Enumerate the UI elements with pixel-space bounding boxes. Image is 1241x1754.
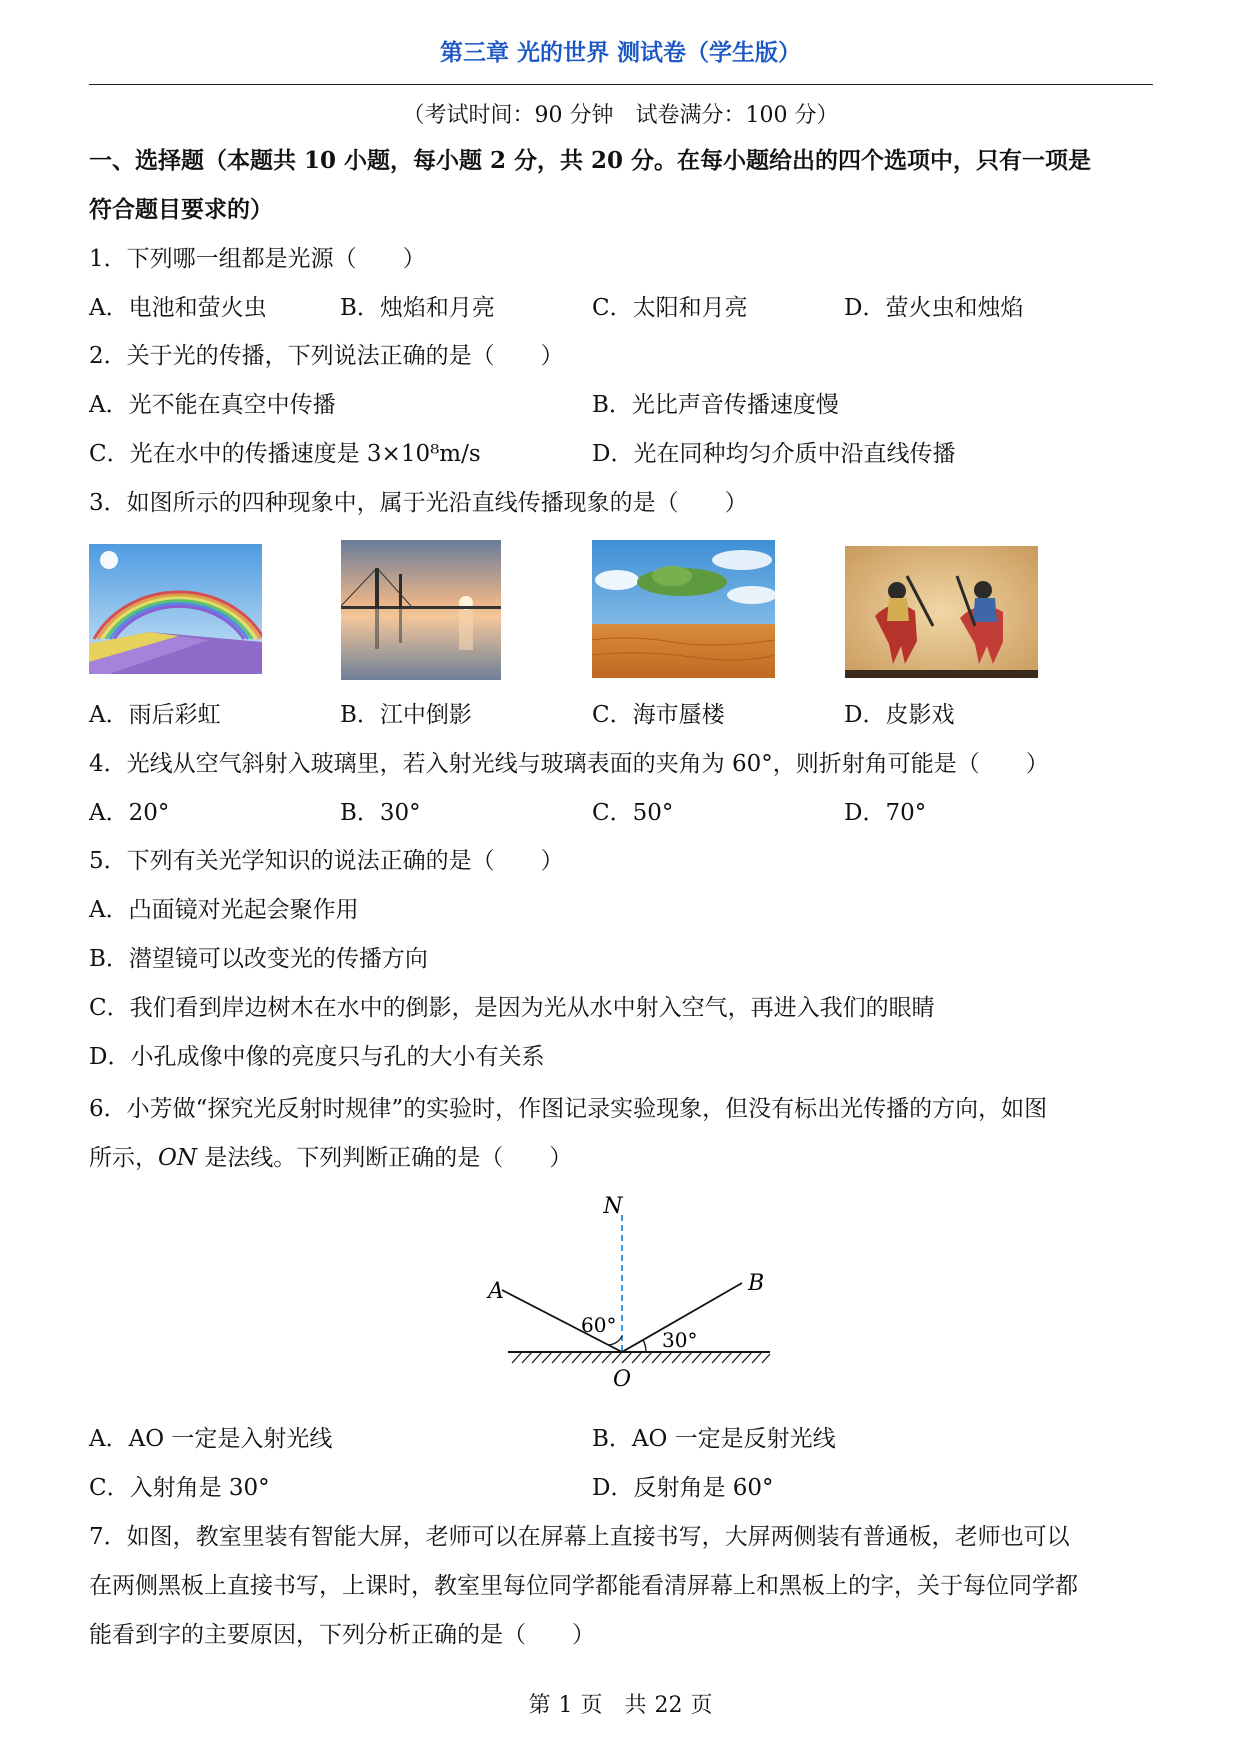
question-1-option-b: B．烛焰和月亮 — [340, 295, 495, 321]
question-5-option-a: A．凸面镜对光起会聚作用 — [89, 897, 359, 923]
footer-middle: 页 共 — [580, 1693, 647, 1718]
mirror-hatching — [512, 1352, 770, 1363]
document-title: 第三章 光的世界 测试卷（学生版） — [439, 40, 801, 66]
normal-label-on: ON — [158, 1145, 197, 1171]
question-2-option-d: D．光在同种均匀介质中沿直线传播 — [592, 441, 956, 467]
question-4-option-a: A．20° — [89, 800, 170, 826]
question-6-stem-line1: 6．小芳做“探究光反射时规律”的实验时，作图记录实验现象，但没有标出光传播的方向，如图 — [89, 1096, 1048, 1122]
page-footer — [0, 1688, 1241, 1719]
question-6-option-a: A．AO 一定是入射光线 — [89, 1426, 333, 1452]
page-number: 1 — [558, 1693, 573, 1718]
question-3-option-b: B．江中倒影 — [340, 702, 472, 728]
angle-label-60: 60° — [581, 1313, 617, 1337]
page-total: 22 — [654, 1693, 683, 1718]
question-3-option-c: C．海市蜃楼 — [592, 702, 725, 728]
question-2-option-a: A．光不能在真空中传播 — [89, 392, 336, 418]
question-4-option-d: D．70° — [844, 800, 927, 826]
question-7-stem-line3: 能看到字的主要原因，下列分析正确的是（ ） — [89, 1622, 595, 1648]
rainbow-photo — [89, 544, 262, 674]
exam-info: （考试时间：90 分钟 试卷满分：100 分） — [402, 103, 839, 128]
question-6-stem-suffix: 是法线。下列判断正确的是（ ） — [196, 1145, 573, 1171]
question-5-option-c: C．我们看到岸边树木在水中的倒影，是因为光从水中射入空气，再进入我们的眼睛 — [89, 995, 935, 1021]
question-2-option-c: C．光在水中的传播速度是 3×10⁸m/s — [89, 441, 481, 467]
reflection-diagram — [460, 1190, 790, 1400]
angle-arc-right — [643, 1340, 646, 1352]
question-4-stem: 4．光线从空气斜射入玻璃里，若入射光线与玻璃表面的夹角为 60°，则折射角可能是（ ） — [89, 751, 1049, 777]
footer-suffix: 页 — [690, 1693, 713, 1718]
question-1-stem: 1．下列哪一组都是光源（ ） — [89, 246, 426, 272]
question-2-option-b: B．光比声音传播速度慢 — [592, 392, 839, 418]
question-4-option-c: C．50° — [592, 800, 674, 826]
footer-prefix: 第 — [528, 1693, 551, 1718]
question-7-stem-line1: 7．如图，教室里装有智能大屏，老师可以在屏幕上直接书写，大屏两侧装有普通板，老师也可以 — [89, 1524, 1070, 1550]
question-6-option-d: D．反射角是 60° — [592, 1475, 774, 1501]
label-a: A — [488, 1279, 504, 1304]
question-1-option-d: D．萤火虫和烛焰 — [844, 295, 1024, 321]
header-divider — [89, 84, 1153, 85]
label-o: O — [612, 1367, 632, 1392]
question-3-option-d: D．皮影戏 — [844, 702, 955, 728]
section-heading-line1: 一、选择题（本题共 10 小题，每小题 2 分，共 20 分。在每小题给出的四个选项中，只有一项是 — [89, 147, 1092, 174]
question-5-stem: 5．下列有关光学知识的说法正确的是（ ） — [89, 848, 564, 874]
question-3-option-a: A．雨后彩虹 — [89, 702, 221, 728]
question-6-option-b: B．AO 一定是反射光线 — [592, 1426, 836, 1452]
question-4-option-b: B．30° — [340, 800, 421, 826]
question-1-option-a: A．电池和萤火虫 — [89, 295, 267, 321]
question-2-stem: 2．关于光的传播，下列说法正确的是（ ） — [89, 343, 564, 369]
question-3-stem: 3．如图所示的四种现象中，属于光沿直线传播现象的是（ ） — [89, 490, 748, 516]
question-5-option-b: B．潜望镜可以改变光的传播方向 — [89, 946, 428, 972]
question-1-option-c: C．太阳和月亮 — [592, 295, 748, 321]
question-6-option-c: C．入射角是 30° — [89, 1475, 270, 1501]
bridge-reflection-photo — [341, 540, 501, 680]
question-5-option-d: D．小孔成像中像的亮度只与孔的大小有关系 — [89, 1044, 545, 1070]
label-b: B — [748, 1271, 765, 1296]
question-6-stem-line2 — [89, 1143, 572, 1173]
question-7-stem-line2: 在两侧黑板上直接书写，上课时，教室里每位同学都能看清屏幕上和黑板上的字，关于每位同学都 — [89, 1573, 1078, 1599]
section-heading-line2: 符合题目要求的） — [89, 196, 273, 223]
angle-label-30: 30° — [662, 1328, 698, 1352]
mirage-photo — [592, 540, 775, 678]
shadow-puppet-photo — [845, 546, 1038, 678]
angle-arc-left — [608, 1336, 622, 1345]
question-6-stem-prefix: 所示， — [89, 1145, 158, 1171]
label-n: N — [603, 1194, 623, 1219]
